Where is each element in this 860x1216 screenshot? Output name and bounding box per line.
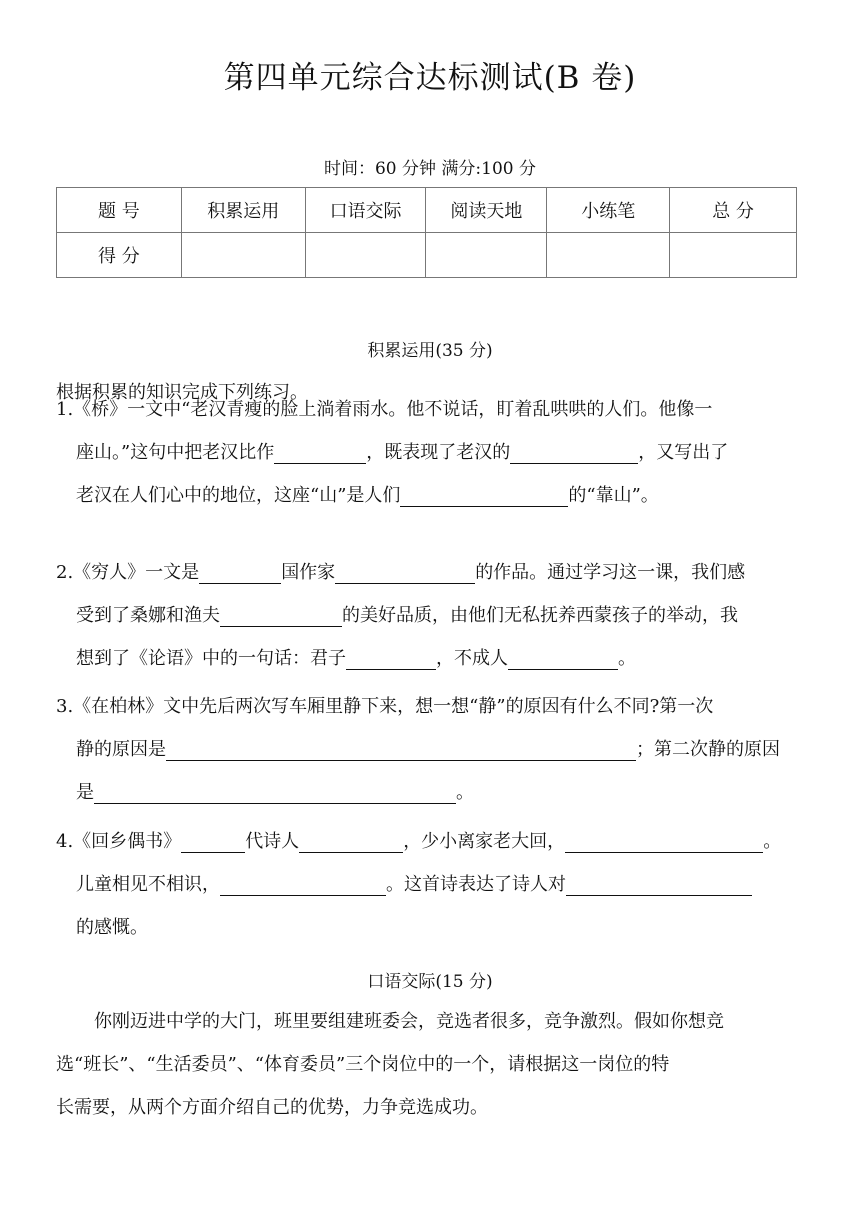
question-3 xyxy=(56,685,812,814)
score-header-cell: 题 号 xyxy=(57,188,182,233)
question-2-line-3 xyxy=(56,637,812,680)
question-4 xyxy=(56,820,812,949)
answer-blank[interactable] xyxy=(94,781,456,804)
answer-blank[interactable] xyxy=(510,441,638,464)
score-cell[interactable] xyxy=(426,233,547,278)
question-text: 国作家 xyxy=(281,562,336,583)
answer-blank[interactable] xyxy=(220,873,386,896)
question-4-line-3: 的感慨。 xyxy=(76,917,148,938)
question-3-line-3 xyxy=(56,771,812,814)
question-text: 。 xyxy=(618,648,636,669)
score-cell[interactable] xyxy=(547,233,670,278)
answer-blank[interactable] xyxy=(274,441,366,464)
answer-blank[interactable] xyxy=(299,830,403,853)
score-table-header-row xyxy=(57,188,797,233)
question-text: 的“靠山”。 xyxy=(568,485,659,506)
oral-prompt-line-2: 选“班长”、“生活委员”、“体育委员”三个岗位中的一个，请根据这一岗位的特 xyxy=(56,1054,670,1075)
question-1 xyxy=(56,388,812,517)
question-text: 。这首诗表达了诗人对 xyxy=(386,874,566,895)
answer-blank[interactable] xyxy=(199,561,281,584)
question-text: 的作品。通过学习这一课，我们感 xyxy=(475,562,746,583)
question-text: ；第二次静的原因 xyxy=(636,739,780,760)
question-text: 。 xyxy=(456,782,474,803)
score-header-cell: 积累运用 xyxy=(181,188,305,233)
oral-prompt xyxy=(56,1000,808,1129)
score-row-label: 得 分 xyxy=(57,233,182,278)
question-2 xyxy=(56,551,812,680)
question-4-line-1 xyxy=(56,820,812,863)
answer-blank[interactable] xyxy=(335,561,475,584)
question-text: 。 xyxy=(763,831,782,852)
question-text: 受到了桑娜和渔夫 xyxy=(76,605,220,626)
answer-blank[interactable] xyxy=(566,873,752,896)
question-text: ，不成人 xyxy=(436,648,508,669)
question-text: ，既表现了老汉的 xyxy=(366,442,511,463)
score-cell[interactable] xyxy=(670,233,797,278)
answer-blank[interactable] xyxy=(346,647,436,670)
question-3-line-2 xyxy=(56,728,812,771)
question-text: 座山。”这句中把老汉比作 xyxy=(76,442,275,463)
score-header-cell: 小练笔 xyxy=(547,188,670,233)
question-1-line-2 xyxy=(56,431,812,474)
question-text: ，又写出了 xyxy=(638,442,729,463)
exam-meta: 时间：60 分钟 满分:100 分 xyxy=(323,159,537,179)
question-text: 的美好品质，由他们无私抚养西蒙孩子的举动，我 xyxy=(342,605,738,626)
score-header-cell: 口语交际 xyxy=(305,188,426,233)
question-1-line-1: 1.《桥》一文中“老汉青瘦的脸上淌着雨水。他不说话，盯着乱哄哄的人们。他像一 xyxy=(56,399,713,420)
answer-blank[interactable] xyxy=(565,830,763,853)
question-2-line-2 xyxy=(56,594,812,637)
answer-blank[interactable] xyxy=(508,647,618,670)
score-cell[interactable] xyxy=(305,233,426,278)
question-text: 代诗人 xyxy=(245,831,300,852)
section-intro: 根据积累的知识完成下列练习。 xyxy=(56,382,308,403)
question-text: 想到了《论语》中的一句话：君子 xyxy=(76,648,346,669)
question-2-line-1 xyxy=(56,551,812,594)
section-heading-accumulation: 积累运用(35 分) xyxy=(367,341,493,361)
question-3-line-1: 3.《在柏林》文中先后两次写车厢里静下来，想一想“静”的原因有什么不同?第一次 xyxy=(56,696,714,717)
question-text: 是 xyxy=(76,782,94,803)
oral-prompt-line-1: 你刚迈进中学的大门，班里要组建班委会，竞选者很多，竞争激烈。假如你想竞 xyxy=(94,1011,724,1032)
score-table xyxy=(56,187,797,278)
answer-blank[interactable] xyxy=(220,604,342,627)
score-table-score-row xyxy=(57,233,797,278)
score-header-cell: 总 分 xyxy=(670,188,797,233)
answer-blank[interactable] xyxy=(181,830,245,853)
section-heading-oral: 口语交际(15 分) xyxy=(367,972,493,992)
score-cell[interactable] xyxy=(181,233,305,278)
oral-prompt-line-3: 长需要，从两个方面介绍自己的优势，力争竞选成功。 xyxy=(56,1097,488,1118)
question-text: 老汉在人们心中的地位，这座“山”是人们 xyxy=(76,485,401,506)
question-text: 儿童相见不相识， xyxy=(76,874,220,895)
score-header-cell: 阅读天地 xyxy=(426,188,547,233)
page-title: 第四单元综合达标测试(B 卷) xyxy=(223,60,637,96)
question-text: 2.《穷人》一文是 xyxy=(56,562,200,583)
question-4-line-2 xyxy=(56,863,812,906)
answer-blank[interactable] xyxy=(166,738,636,761)
answer-blank[interactable] xyxy=(400,484,568,507)
question-1-line-3 xyxy=(56,474,812,517)
question-text: ，少小离家老大回， xyxy=(403,831,566,852)
question-text: 4.《回乡偶书》 xyxy=(56,831,182,852)
question-text: 静的原因是 xyxy=(76,739,166,760)
